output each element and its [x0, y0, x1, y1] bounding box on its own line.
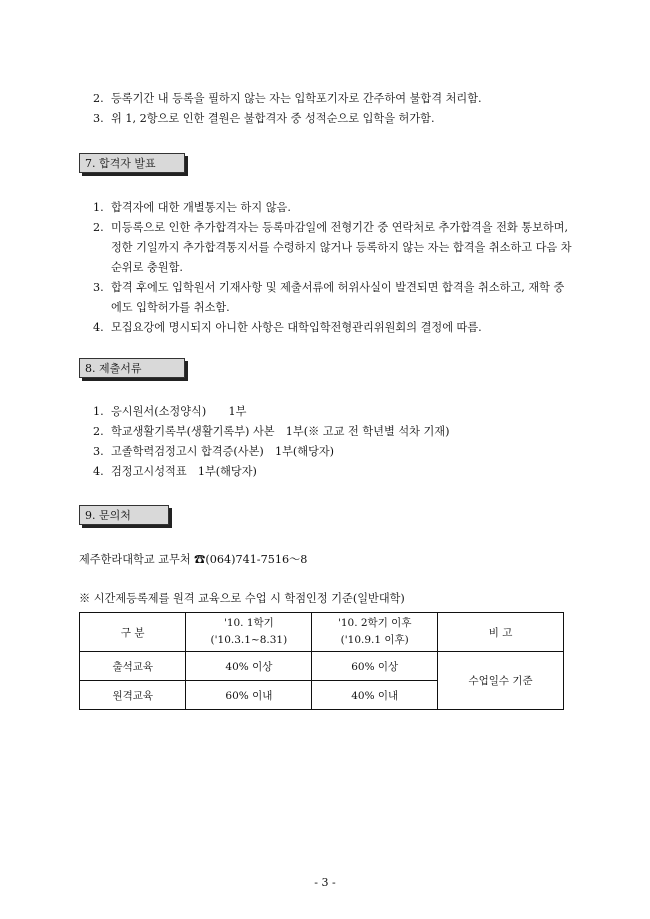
contact-info: 제주한라대학교 교무처 ☎(064)741-7516～8 [79, 553, 308, 566]
list-item [93, 318, 573, 338]
list-item [93, 218, 573, 278]
list-item [93, 89, 573, 109]
header-remarks: 비 고 [438, 613, 564, 652]
item-text: 학교생활기록부(생활기록부) 사본 1부(※ 고교 전 학년별 석차 기재) [111, 425, 450, 438]
credit-table [79, 612, 564, 710]
top-list [93, 89, 573, 129]
list-item [93, 198, 573, 218]
item-number: 2. [93, 425, 104, 438]
item-text: 합격자에 대한 개별통지는 하지 않음. [111, 201, 291, 214]
table-row [80, 652, 564, 681]
item-number: 3. [93, 112, 104, 125]
header-semester-2-title: '10. 2학기 이후 [337, 617, 412, 629]
item-text: 고졸학력검정고시 합격증(사본) 1부(해당자) [111, 445, 335, 458]
header-semester-2 [312, 613, 438, 652]
item-text: 응시원서(소정양식) 1부 [111, 405, 247, 418]
item-text: 위 1, 2항으로 인한 결원은 불합격자 중 성적순으로 입학을 허가함. [111, 112, 435, 125]
header-semester-1-period: ('10.3.1~8.31) [210, 634, 288, 646]
page-number: - 3 - [314, 876, 336, 889]
section-9-heading: 9. 문의처 [79, 505, 169, 525]
section-8-heading: 8. 제출서류 [79, 358, 185, 378]
table-header-row [80, 613, 564, 652]
item-number: 2. [93, 92, 104, 105]
item-text: 등록기간 내 등록을 필하지 않는 자는 입학포기자로 간주하여 불합격 처리함. [111, 92, 482, 105]
section-7-heading: 7. 합격자 발표 [79, 153, 185, 173]
list-item [93, 422, 573, 442]
item-number: 4. [93, 321, 104, 334]
row-semester-2: 60% 이상 [312, 652, 438, 681]
item-number: 3. [93, 281, 104, 294]
header-semester-1-title: '10. 1학기 [223, 617, 274, 629]
list-item [93, 402, 573, 422]
item-text: 합격 후에도 입학원서 기재사항 및 제출서류에 허위사실이 발견되면 합격을 취소하고, 재학 중에도 입학허가를 취소함. [111, 281, 565, 314]
header-category: 구 분 [80, 613, 186, 652]
item-text: 모집요강에 명시되지 아니한 사항은 대학입학전형관리위원회의 결정에 따름. [111, 321, 482, 334]
item-number: 1. [93, 405, 104, 418]
list-item [93, 109, 573, 129]
list-item [93, 462, 573, 482]
item-number: 1. [93, 201, 104, 214]
list-item [93, 442, 573, 462]
row-semester-1: 60% 이내 [186, 681, 312, 710]
credit-note: ※ 시간제등록제를 원격 교육으로 수업 시 학점인정 기준(일반대학) [79, 592, 405, 605]
item-text: 미등록으로 인한 추가합격자는 등록마감일에 전형기간 중 연락처로 추가합격을 전화 통보하며, 정한 기일까지 추가합격통지서를 수령하지 않거나 등록하지 않는 자는 합격을 취소하고 다음 차순위로 충원함. [111, 221, 572, 274]
remark-cell: 수업일수 기준 [438, 652, 564, 710]
row-label: 원격교육 [80, 681, 186, 710]
list-item [93, 278, 573, 318]
row-label: 출석교육 [80, 652, 186, 681]
header-semester-1 [186, 613, 312, 652]
item-number: 3. [93, 445, 104, 458]
row-semester-1: 40% 이상 [186, 652, 312, 681]
item-number: 2. [93, 221, 104, 234]
item-number: 4. [93, 465, 104, 478]
section-7-list [93, 198, 573, 338]
section-8-list [93, 402, 573, 482]
item-text: 검정고시성적표 1부(해당자) [111, 465, 257, 478]
row-semester-2: 40% 이내 [312, 681, 438, 710]
header-semester-2-period: ('10.9.1 이후) [340, 634, 409, 646]
